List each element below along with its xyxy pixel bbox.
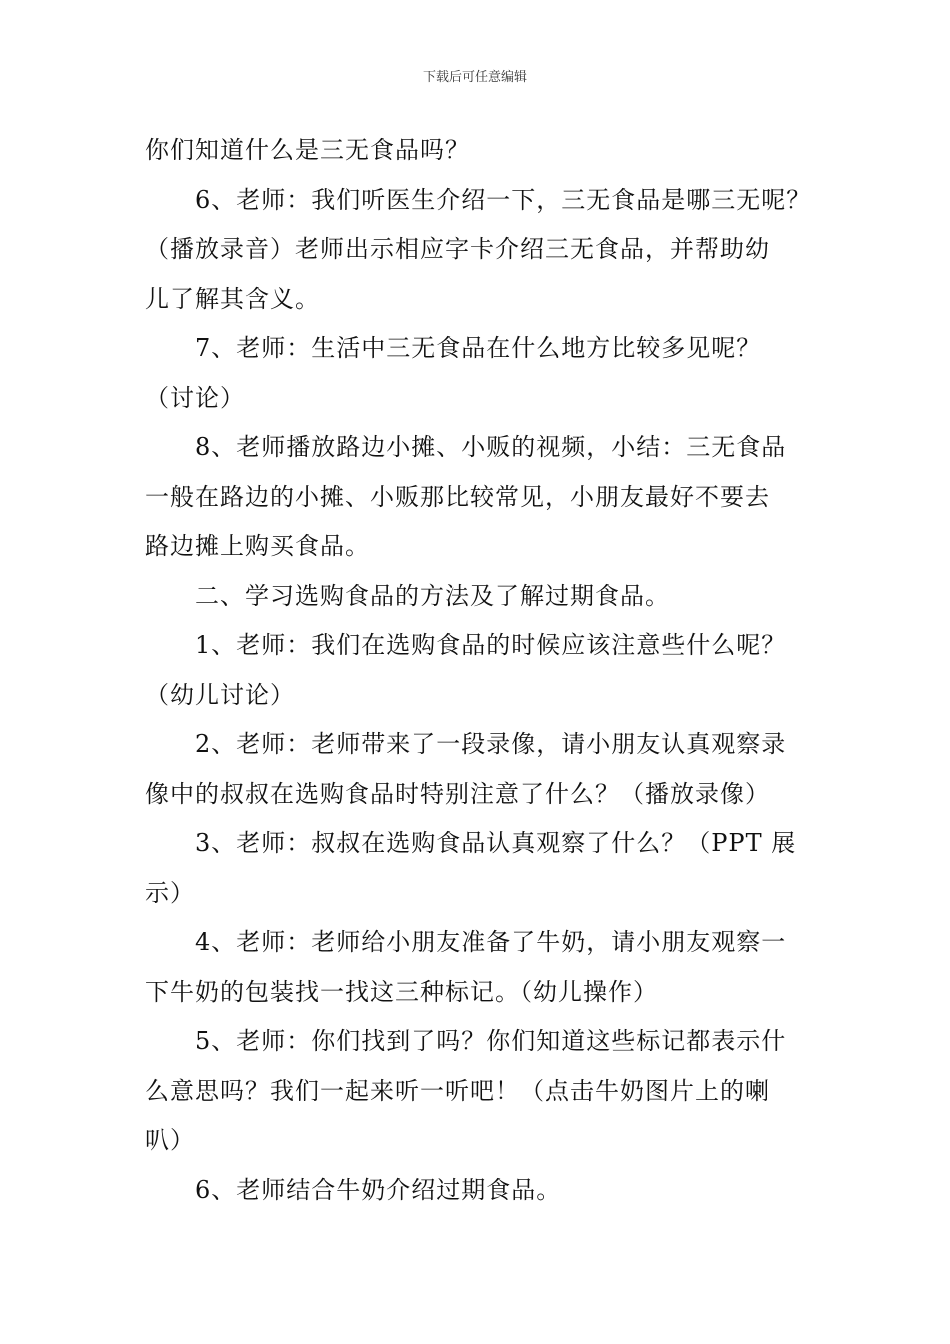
- text-line: 2、老师：老师带来了一段录像，请小朋友认真观察录: [195, 730, 787, 758]
- text-line: 路边摊上购买食品。: [145, 532, 370, 560]
- text-line: 3、老师：叔叔在选购食品认真观察了什么？（PPT 展: [195, 829, 797, 857]
- text-line: 6、老师结合牛奶介绍过期食品。: [195, 1175, 562, 1204]
- text-line: 像中的叔叔在选购食品时特别注意了什么？（播放录像）: [145, 779, 770, 808]
- text-line: （播放录音）老师出示相应字卡介绍三无食品，并帮助幼: [145, 235, 770, 263]
- text-line: 1、老师：我们在选购食品的时候应该注意些什么呢？: [195, 631, 787, 659]
- text-line: 一般在路边的小摊、小贩那比较常见，小朋友最好不要去: [145, 482, 770, 511]
- text-line: 下牛奶的包装找一找这三种标记。（幼儿操作）: [145, 977, 658, 1006]
- text-line: （幼儿讨论）: [145, 680, 295, 709]
- text-line: 5、老师：你们找到了吗？你们知道这些标记都表示什: [195, 1027, 787, 1055]
- text-line: 7、老师：生活中三无食品在什么地方比较多见呢？: [195, 334, 762, 362]
- page-header: 下载后可任意编辑: [422, 70, 527, 85]
- text-line: 示）: [145, 878, 195, 907]
- text-line: 儿了解其含义。: [145, 284, 320, 313]
- text-line: 叭）: [145, 1126, 195, 1154]
- text-line: 你们知道什么是三无食品吗？: [145, 136, 470, 164]
- text-line: 8、老师播放路边小摊、小贩的视频，小结：三无食品: [195, 433, 787, 461]
- document-body: [145, 126, 810, 1215]
- text-line: 6、老师：我们听医生介绍一下，三无食品是哪三无呢？: [195, 185, 812, 214]
- text-line: 4、老师：老师给小朋友准备了牛奶，请小朋友观察一: [195, 928, 787, 956]
- text-line: 么意思吗？我们一起来听一听吧！（点击牛奶图片上的喇: [145, 1076, 770, 1105]
- text-line: （讨论）: [145, 383, 245, 412]
- text-line: 二、学习选购食品的方法及了解过期食品。: [195, 581, 670, 610]
